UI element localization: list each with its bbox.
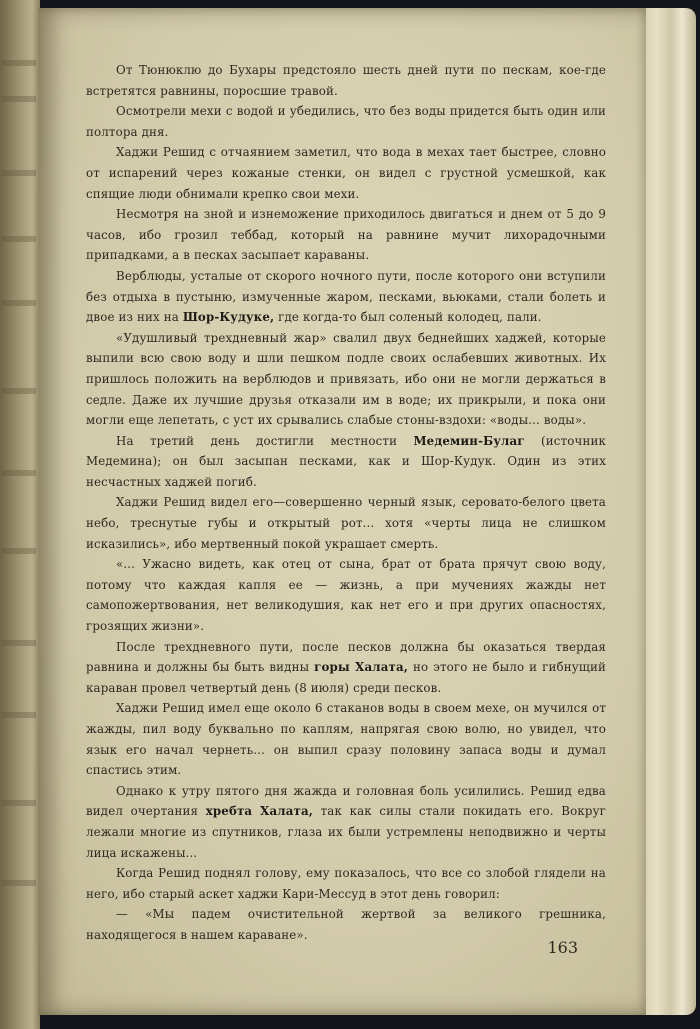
- text-run: (источник Медемина); он был засыпан песками, как и Шор-Кудук. Один из этих несчастных хаджей погиб.: [86, 433, 606, 489]
- bold-place-name: горы Халата,: [314, 660, 409, 675]
- text-run: Осмотрели мехи с водой и убедились, что без воды придется быть один или полтора дня.: [86, 104, 606, 139]
- bold-place-name: Шор-Кудуке,: [182, 310, 275, 325]
- paragraph: [86, 637, 606, 699]
- paragraph: [86, 328, 606, 431]
- text-run: Когда Решид поднял голову, ему показалось, что все со злобой глядели на него, ибо старый аскет хаджи Кари-Мессуд в этот день говорил:: [86, 866, 606, 901]
- bold-place-name: хребта Халата,: [205, 804, 314, 819]
- paragraph: [86, 492, 606, 554]
- text-run: Верблюды, усталые от скорого ночного пути, после которого они вступили без отдыха в пустыню, измученные жаром, песками, вьюками, стали болеть и двое из них на: [86, 268, 606, 325]
- text-run: На третий день достигли местности: [116, 433, 414, 448]
- text-run: где когда-то был соленый колодец, пали.: [274, 310, 542, 325]
- text-run: Хаджи Решид с отчаянием заметил, что вода в мехах тает быстрее, словно от испарений через кожаные стенки, он видел с грустной усмешкой, как спящие люди обнимали крепко свои мехи.: [86, 145, 606, 201]
- paragraph: [86, 863, 606, 904]
- text-run: «Удушливый трехдневный жар» свалил двух беднейших хаджей, которые выпили всю свою воду и шли пешком подле своих ослабевших животных. Их пришлось положить на верблюдов и привязать, ибо они не могли держаться в седле. Даже их лучшие друзья отказали им в воде; их прикрыли, и пока они могли еще лепетать, с уст их срывались слабые стоны-вздохи: «воды... воды».: [86, 330, 606, 428]
- body-text: [86, 60, 606, 946]
- paragraph: [86, 101, 606, 142]
- page-stack-edge: [640, 8, 696, 1015]
- text-run: но этого не было и гибнущий караван провел четвертый день (8 июля) среди песков.: [86, 660, 606, 695]
- text-run: — «Мы падем очистительной жертвой за великого грешника, находящегося в нашем караване».: [86, 907, 606, 942]
- paragraph: [86, 266, 606, 328]
- text-run: так как силы стали покидать его. Вокруг лежали многие из спутников, глаза их были устремлены неподвижно и черты лица искажены...: [86, 804, 606, 860]
- text-run: После трехдневного пути, после песков должна бы оказаться твердая равнина и должны бы быть видны: [86, 639, 606, 675]
- book-page: [38, 8, 646, 1015]
- paragraph: [86, 204, 606, 266]
- text-run: Однако к утру пятого дня жажда и головная боль усилились. Решид едва видел очертания: [86, 783, 606, 819]
- text-run: Хаджи Решид видел его—совершенно черный язык, серовато-белого цвета небо, треснутые губы и открытый рот... хотя «черты лица не слишком исказились», ибо мертвенный покой украшает смерть.: [86, 495, 606, 551]
- left-page-edge: [0, 0, 40, 1029]
- paragraph: [86, 554, 606, 636]
- text-run: «... Ужасно видеть, как отец от сына, брат от брата прячут свою воду, потому что каждая капля ее — жизнь, а при мучениях жажды нет самопожертвования, нет великодушия, как нет его и при других опасностях, грозящих жизни».: [86, 557, 606, 634]
- text-run: От Тюнюклю до Бухары предстояло шесть дней пути по пескам, кое-где встретятся равнины, поросшие травой.: [86, 63, 606, 98]
- bold-place-name: Медемин-Булаг: [413, 433, 525, 448]
- text-run: Хаджи Решид имел еще около 6 стаканов воды в своем мехе, он мучился от жажды, пил воду буквально по каплям, напрягая свою волю, но увидел, что язык его начал чернеть... он выпил сразу половину запаса воды и думал спастись этим.: [86, 701, 606, 778]
- paragraph: [86, 781, 606, 863]
- text-run: Несмотря на зной и изнеможение приходилось двигаться и днем от 5 до 9 часов, ибо грозил теббад, который на равнине мучит лихорадочными припадками, а в песках засыпает караваны.: [86, 207, 606, 263]
- paragraph: [86, 60, 606, 101]
- paragraph: [86, 431, 606, 493]
- paragraph: [86, 142, 606, 204]
- page-number: 163: [547, 938, 578, 957]
- paragraph: [86, 698, 606, 780]
